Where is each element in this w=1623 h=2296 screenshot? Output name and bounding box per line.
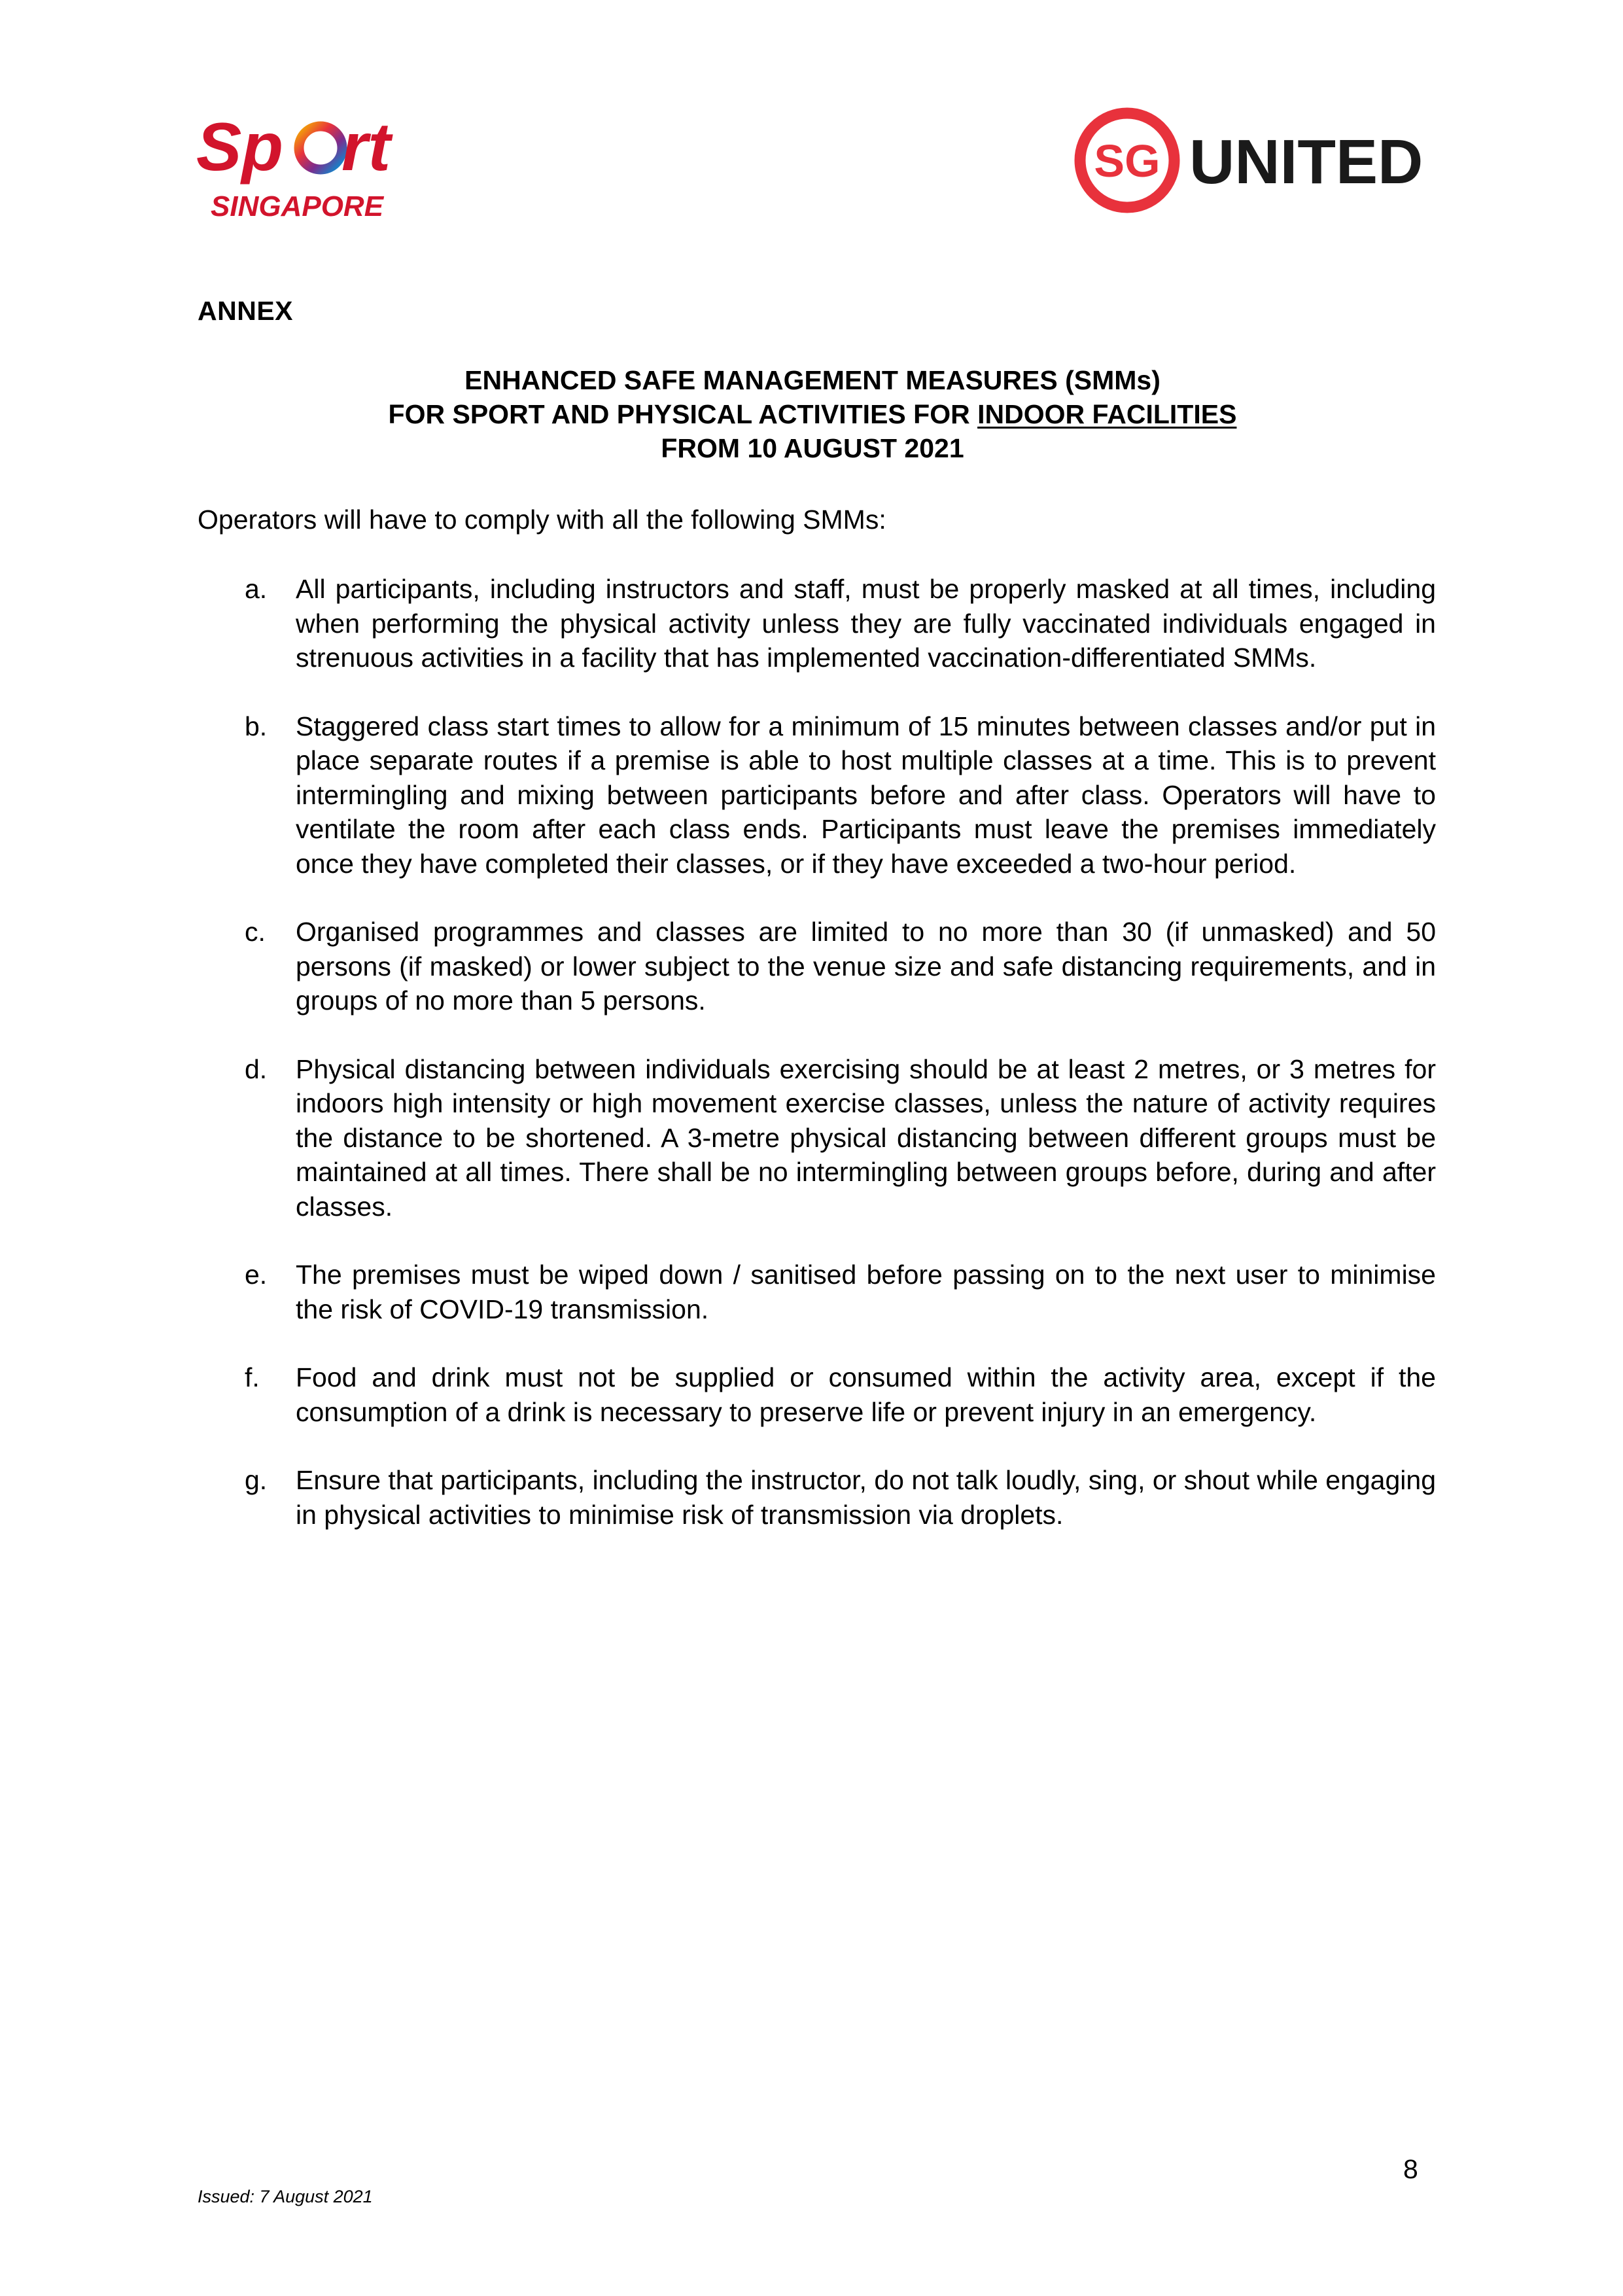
list-marker: c. [245, 917, 266, 947]
list-item [198, 1360, 1436, 1429]
title-line-2-underlined: INDOOR FACILITIES [977, 399, 1237, 429]
sg-united-logo [1073, 105, 1426, 216]
issued-date: Issued: 7 August 2021 [198, 2187, 373, 2206]
list-item-text: Ensure that participants, including the instructor, do not talk loudly, sing, or shout while engaging in physical activities to minimise risk of transmission via droplets. [296, 1465, 1436, 1530]
sport-logo-word: Sp [196, 109, 283, 185]
list-item-text: Food and drink must not be supplied or consumed within the activity area, except if the consumption of a drink is necessary to preserve life or prevent injury in an emergency. [296, 1362, 1436, 1427]
list-marker: e. [245, 1260, 268, 1290]
sport-singapore-logo [196, 105, 445, 229]
intro-text: Operators will have to comply with all the following SMMs: [198, 504, 886, 535]
sg-badge-text: SG [1094, 135, 1161, 186]
svg-text:rt: rt [341, 109, 391, 185]
list-marker: g. [245, 1465, 268, 1495]
list-marker: f. [245, 1362, 260, 1392]
annex-label: ANNEX [198, 296, 294, 326]
sport-logo-sub: SINGAPORE [211, 190, 384, 222]
list-marker: a. [245, 574, 268, 604]
list-marker: d. [245, 1053, 268, 1084]
title-line-2-prefix: FOR SPORT AND PHYSICAL ACTIVITIES FOR [388, 399, 978, 429]
title-line-1: ENHANCED SAFE MANAGEMENT MEASURES (SMMs) [464, 365, 1161, 395]
document-title [198, 363, 1427, 465]
title-line-2 [198, 397, 1427, 431]
title-line-3: FROM 10 AUGUST 2021 [661, 433, 964, 463]
list-item-text: Staggered class start times to allow for a minimum of 15 minutes between classes and/or put in place separate routes if a premise is able to host multiple classes at a time. This is to prevent intermingling and mixing between participants before and after class. Operators will have to ventilate the room after each class ends. Participants must leave the premises immediately once they have completed their classes, or if they have exceeded a two-hour period. [296, 711, 1436, 879]
smm-list [198, 572, 1436, 1566]
list-marker: b. [245, 711, 268, 741]
list-item [198, 572, 1436, 675]
list-item [198, 1463, 1436, 1532]
list-item-text: All participants, including instructors and staff, must be properly masked at all times, including when performing the physical activity unless they are fully vaccinated individuals engaged in strenuous activities in a facility that has implemented vaccination-differentiated SMMs. [296, 574, 1436, 673]
page-number: 8 [1403, 2154, 1418, 2184]
list-item-text: The premises must be wiped down / sanitised before passing on to the next user to minimise the risk of COVID-19 transmission. [296, 1260, 1436, 1324]
sport-logo-ring [299, 126, 342, 169]
list-item [198, 1052, 1436, 1224]
list-item-text: Organised programmes and classes are limited to no more than 30 (if unmasked) and 50 persons (if masked) or lower subject to the venue size and safe distancing requirements, and in groups of no more than 5 persons. [296, 917, 1436, 1016]
list-item [198, 1258, 1436, 1326]
list-item [198, 709, 1436, 881]
list-item-text: Physical distancing between individuals exercising should be at least 2 metres, or 3 metres for indoors high intensity or high movement exercise classes, unless the nature of activity requires the distance to be shortened. A 3-metre physical distancing between different groups must be maintained at all times. There shall be no intermingling between groups before, during and after classes. [296, 1053, 1436, 1222]
united-word: UNITED [1189, 127, 1423, 197]
list-item [198, 915, 1436, 1018]
